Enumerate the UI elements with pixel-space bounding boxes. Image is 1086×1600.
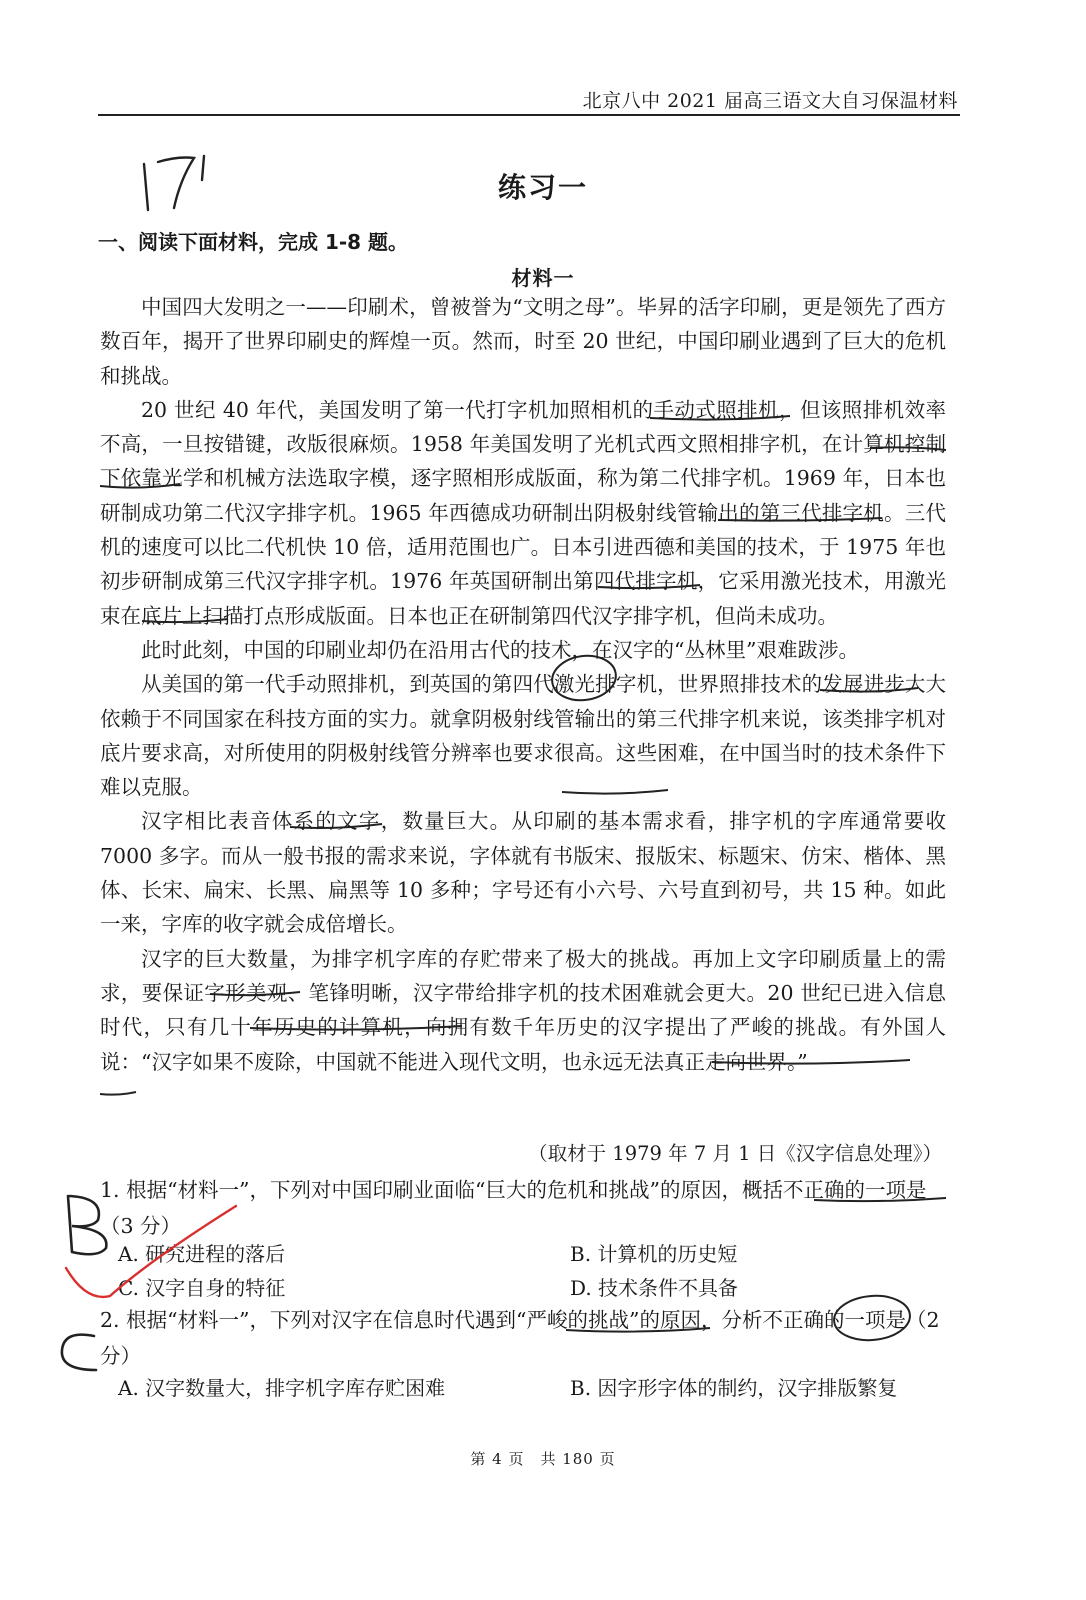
page-footer: 第 4 页 共 180 页 bbox=[470, 1450, 616, 1468]
option: A. 研究进程的落后 bbox=[118, 1242, 286, 1266]
paragraph: 汉字的巨大数量，为排字机字库的存贮带来了极大的挑战。再加上文字印刷质量上的需求，要保证字形美观、笔锋明晰，汉字带给排字机的技术困难就会更大。20 世纪已进入信息时代，只有几十年历史的计算机，向拥有数千年历史的汉字提出了严峻的挑战。有外国人说：“汉字如果不废除，中国就不能进入现代文明，也永远无法真正走向世界。” bbox=[100, 946, 946, 1074]
exercise-title: 练习一 bbox=[497, 171, 588, 204]
header-title: 北京八中 2021 届高三语文大自习保温材料 bbox=[582, 90, 958, 112]
option: B. 计算机的历史短 bbox=[570, 1242, 738, 1266]
source-citation: （取材于 1979 年 7 月 1 日《汉字信息处理》） bbox=[528, 1142, 942, 1165]
option: D. 技术条件不具备 bbox=[570, 1276, 739, 1300]
passage bbox=[100, 290, 946, 1079]
material-heading: 材料一 bbox=[511, 266, 575, 290]
option: C. 汉字自身的特征 bbox=[118, 1276, 286, 1300]
paragraph: 从美国的第一代手动照排机，到英国的第四代激光排字机，世界照排技术的发展进步大大依赖于不同国家在科技方面的实力。就拿阴极射线管输出的第三代排字机来说，该类排字机对底片要求高，对所使用的阴极射线管分辨率也要求很高。这些困难，在中国当时的技术条件下难以克服。 bbox=[100, 672, 946, 800]
paragraph: 汉字相比表音体系的文字，数量巨大。从印刷的基本需求看，排字机的字库通常要收 7000 多字。而从一般书报的需求来说，字体就有书版宋、报版宋、标题宋、仿宋、楷体、黑体、长宋、扁宋、长黑、扁黑等 10 多种；字号还有小六号、六号直到初号，共 15 种。如此一来，字库的收字就会成倍增长。 bbox=[100, 809, 946, 937]
question-2-stem: 2. 根据“材料一”，下列对汉字在信息时代遇到“严峻的挑战”的原因，分析不正确的一项是（2 分） bbox=[100, 1308, 940, 1368]
option: A. 汉字数量大，排字机字库存贮困难 bbox=[118, 1376, 446, 1400]
paragraph: 此时此刻，中国的印刷业却仍在沿用古代的技术，在汉字的“丛林里”艰难跋涉。 bbox=[141, 637, 859, 662]
section-instruction: 一、阅读下面材料，完成 1-8 题。 bbox=[98, 230, 409, 254]
question-1-stem: 1. 根据“材料一”，下列对中国印刷业面临“巨大的危机和挑战”的原因，概括不正确的一项是（3 分） bbox=[100, 1178, 927, 1238]
paragraph: 20 世纪 40 年代，美国发明了第一代打字机加照相机的手动式照排机，但该照排机效率不高，一旦按错键，改版很麻烦。1958 年美国发明了光机式西文照相排字机，在计算机控制下依靠光学和机械方法选取字模，逐字照相形成版面，称为第二代排字机。1969 年，日本也研制成功第二代汉字排字机。1965 年西德成功研制出阴极射线管输出的第三代排字机。三代机的速度可以比二代机快 10 倍，适用范围也广。日本引进西德和美国的技术，于 1975 年也初步研制成第三代汉字排字机。1976 年英国研制出第四代排字机，它采用激光技术，用激光束在底片上扫描打点形成版面。日本也正在研制第四代汉字排字机，但尚未成功。 bbox=[100, 397, 946, 628]
header-rule bbox=[98, 114, 960, 116]
option: B. 因字形字体的制约，汉字排版繁复 bbox=[570, 1376, 898, 1400]
paragraph: 中国四大发明之一——印刷术，曾被誉为“文明之母”。毕昇的活字印刷，更是领先了西方数百年，揭开了世界印刷史的辉煌一页。然而，时至 20 世纪，中国印刷业遇到了巨大的危机和挑战。 bbox=[100, 295, 946, 388]
